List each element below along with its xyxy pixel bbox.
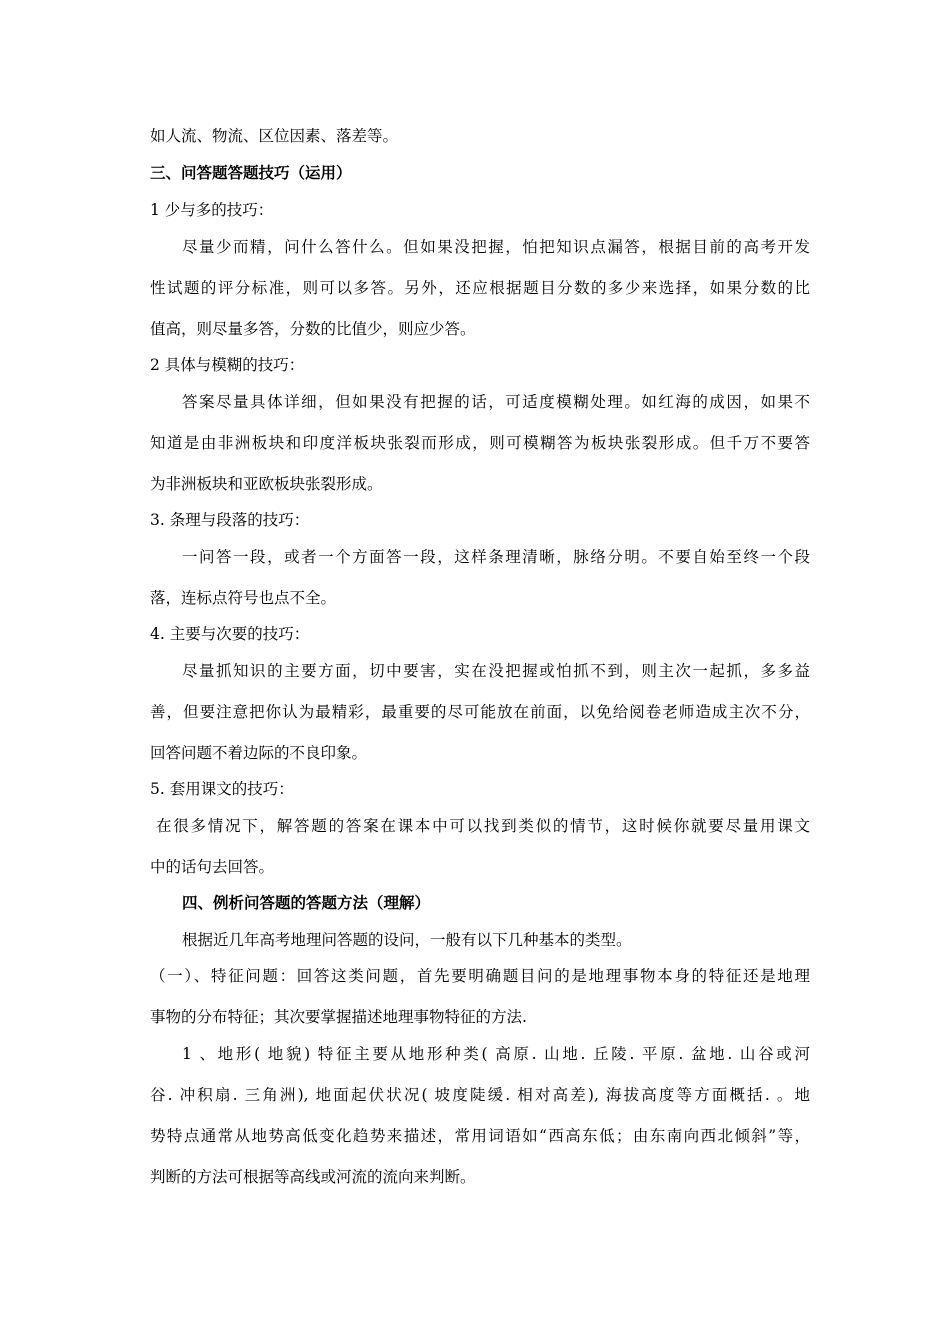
paragraph-line: 尽量少而精，问什么答什么。但如果没把握，怕把知识点漏答，根据目前的高考开发 [182, 238, 810, 256]
paragraph-line: 值高，则尽量多答，分数的比值少，则应少答。 [150, 320, 476, 338]
subheading-1: 1 少与多的技巧： [150, 201, 274, 219]
paragraph-line: 事物的分布特征；其次要掌握描述地理事物特征的方法. [150, 1008, 527, 1026]
paragraph-line: 如人流、物流、区位因素、落差等。 [150, 127, 399, 145]
paragraph-line: 在很多情况下，解答题的答案在课本中可以找到类似的情节，这时候你就要尽量用课文 [156, 817, 810, 835]
paragraph-line: 回答问题不着边际的不良印象。 [150, 744, 368, 762]
paragraph-line: 落，连标点符号也点不全。 [150, 589, 337, 607]
paragraph-line: 尽量抓知识的主要方面，切中要害，实在没把握或怕抓不到，则主次一起抓，多多益 [182, 662, 810, 680]
paragraph-line: 1 、地形( 地貌) 特征主要从地形种类( 高原. 山地. 丘陵. 平原. 盆地. 山谷或河 [182, 1045, 810, 1063]
section-heading-3: 三、问答题答题技巧（运用） [150, 163, 352, 182]
paragraph-line: 谷. 冲积扇. 三角洲), 地面起伏状况( 坡度陡缓. 相对高差), 海拔高度等方面概括. 。地 [150, 1086, 810, 1104]
paragraph-line: 为非洲板块和亚欧板块张裂形成。 [150, 475, 383, 493]
subheading-2: 2 具体与模糊的技巧： [150, 356, 305, 374]
paragraph-line: 根据近几年高考地理问答题的设问，一般有以下几种基本的类型。 [182, 931, 632, 949]
paragraph-line: 势特点通常从地势高低变化趋势来描述，常用词语如“西高东低；由东南向西北倾斜”等， [150, 1127, 810, 1145]
subheading-5: 5. 套用课文的技巧： [150, 780, 294, 798]
paragraph-line: 判断的方法可根据等高线或河流的流向来判断。 [150, 1168, 476, 1186]
paragraph-line: （一）、特征问题：回答这类问题，首先要明确题目问的是地理事物本身的特征还是地理 [150, 967, 810, 985]
paragraph-line: 善，但要注意把你认为最精彩，最重要的尽可能放在前面，以免给阅卷老师造成主次不分， [150, 703, 810, 721]
subheading-4: 4. 主要与次要的技巧： [150, 625, 310, 643]
paragraph-line: 知道是由非洲板块和印度洋板块张裂而形成，则可模糊答为板块张裂形成。但千万不要答 [150, 434, 810, 452]
paragraph-line: 性试题的评分标准，则可以多答。另外，还应根据题目分数的多少来选择，如果分数的比 [150, 279, 810, 297]
section-heading-4: 四、例析问答题的答题方法（理解） [182, 893, 431, 912]
paragraph-line: 答案尽量具体详细，但如果没有把握的话，可适度模糊处理。如红海的成因，如果不 [182, 393, 810, 411]
subheading-3: 3. 条理与段落的技巧： [150, 511, 310, 529]
paragraph-line: 中的话句去回答。 [150, 858, 275, 876]
paragraph-line: 一问答一段，或者一个方面答一段，这样条理清晰，脉络分明。不要自始至终一个段 [182, 548, 810, 566]
